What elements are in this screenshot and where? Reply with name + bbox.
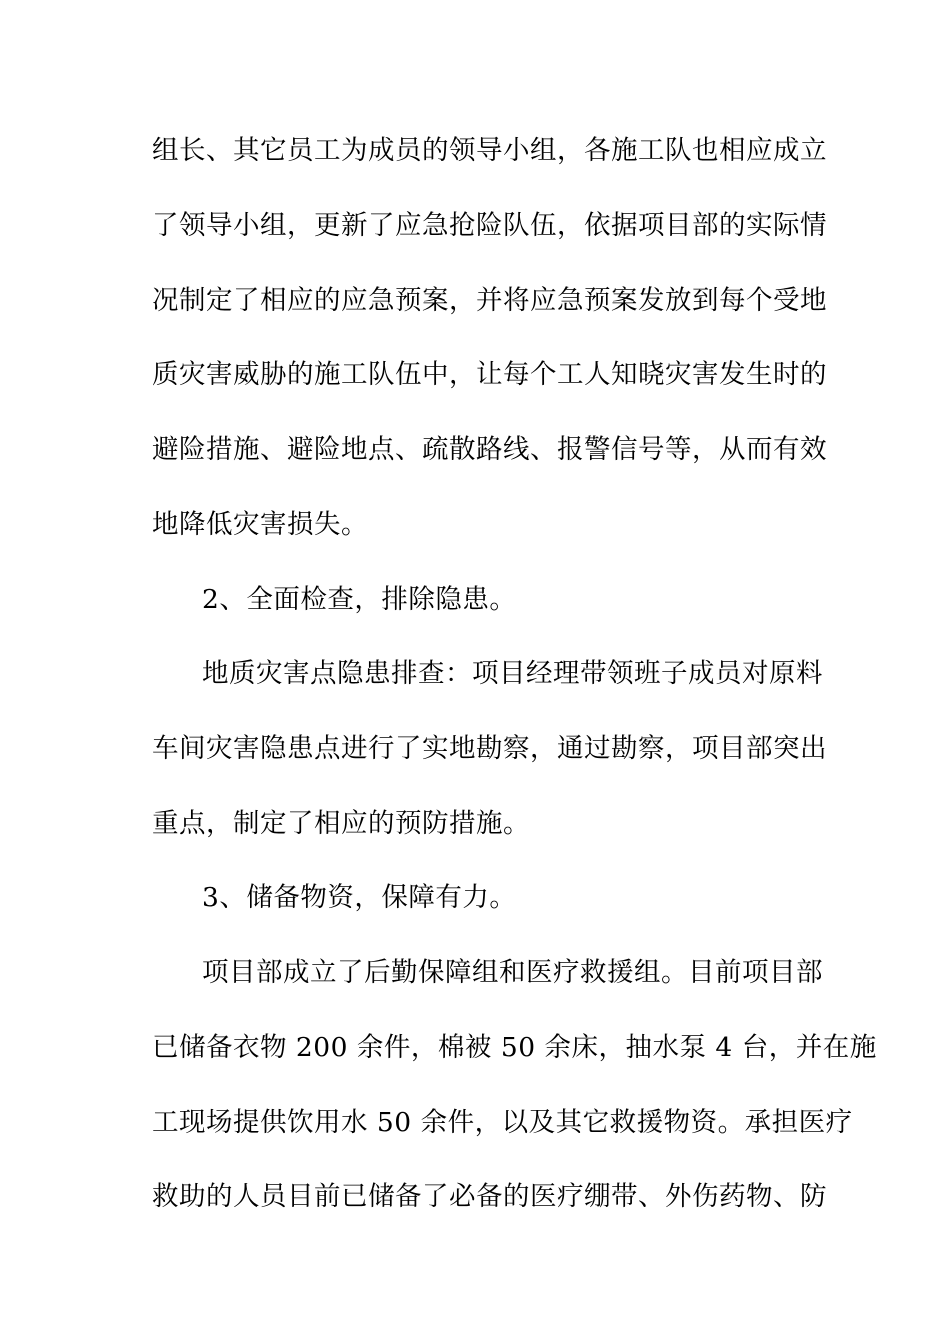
section-heading: 3、储备物资，保障有力。 bbox=[202, 882, 517, 913]
paragraph-line: 工现场提供饮用水 50 余件，以及其它救援物资。承担医疗 bbox=[152, 1107, 853, 1138]
paragraph-line: 地降低灾害损失。 bbox=[152, 509, 368, 540]
paragraph-line: 组长、其它员工为成员的领导小组，各施工队也相应成立 bbox=[152, 135, 827, 166]
paragraph-line: 避险措施、避险地点、疏散路线、报警信号等，从而有效 bbox=[152, 434, 827, 465]
paragraph-line: 项目部成立了后勤保障组和医疗救援组。目前项目部 bbox=[202, 957, 823, 988]
paragraph-line: 救助的人员目前已储备了必备的医疗绷带、外伤药物、防 bbox=[152, 1181, 827, 1212]
paragraph-line: 质灾害威胁的施工队伍中，让每个工人知晓灾害发生时的 bbox=[152, 359, 827, 390]
section-heading: 2、全面检查，排除隐患。 bbox=[202, 584, 517, 615]
paragraph-line: 况制定了相应的应急预案，并将应急预案发放到每个受地 bbox=[152, 285, 827, 316]
paragraph-line: 车间灾害隐患点进行了实地勘察，通过勘察，项目部突出 bbox=[152, 733, 827, 764]
paragraph-line: 地质灾害点隐患排查：项目经理带领班子成员对原料 bbox=[202, 658, 823, 689]
paragraph-line: 已储备衣物 200 余件，棉被 50 余床，抽水泵 4 台，并在施 bbox=[152, 1032, 877, 1063]
paragraph-line: 重点，制定了相应的预防措施。 bbox=[152, 808, 530, 839]
paragraph-line: 了领导小组，更新了应急抢险队伍，依据项目部的实际情 bbox=[152, 210, 827, 241]
